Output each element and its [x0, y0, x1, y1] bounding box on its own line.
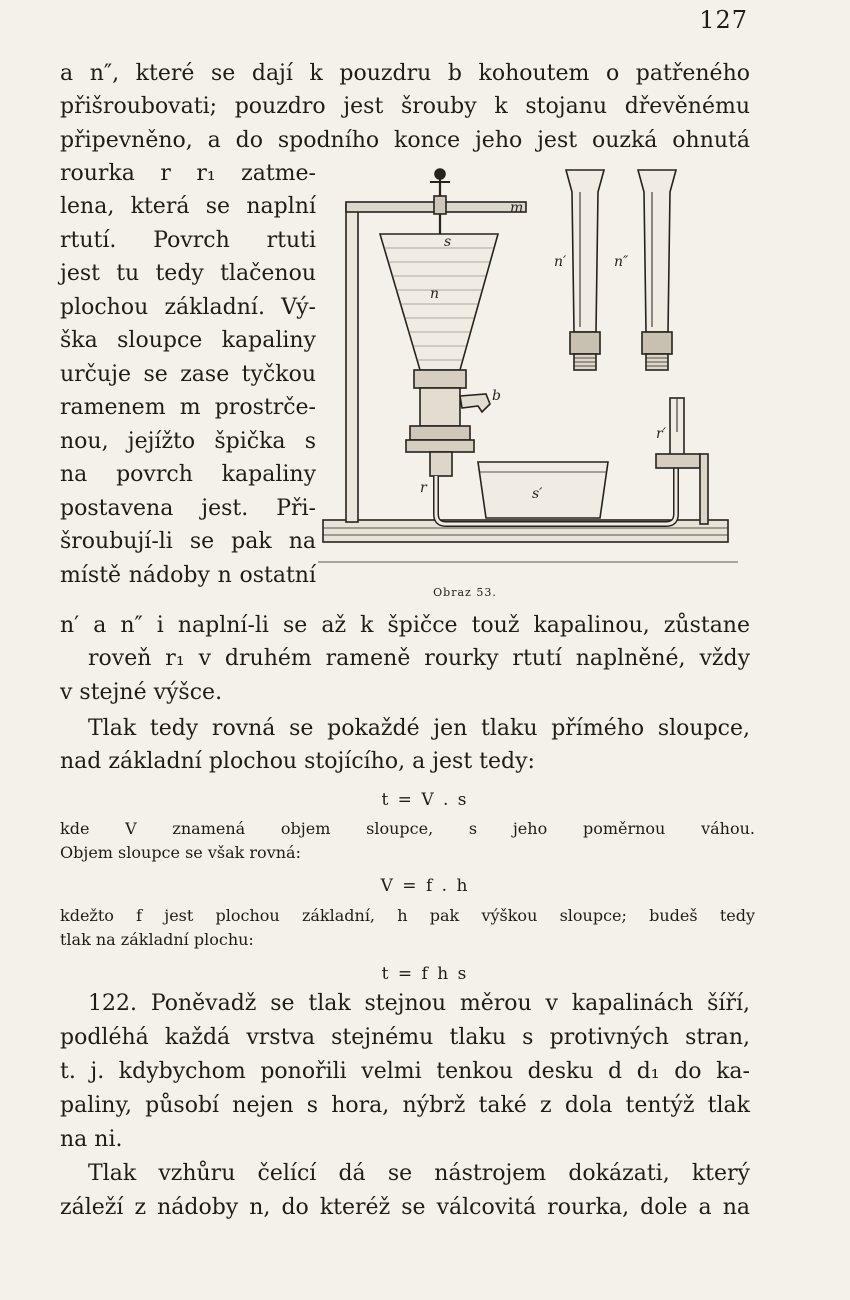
figure-label-b: b	[492, 388, 501, 404]
basin	[478, 462, 608, 518]
socket-collar	[414, 370, 466, 388]
figure-label-n-double-prime: n″	[614, 254, 629, 270]
formula-pressure: t = f h s	[381, 964, 469, 984]
text-line: přišroubovati; pouzdro jest šrouby k stojanu dřevěnému	[60, 94, 750, 119]
formula-volume: V = f . h	[380, 876, 470, 896]
text-line: postavena jest. Při-	[60, 496, 316, 521]
vessel-n1	[566, 170, 604, 370]
text-line: místě nádoby n ostatní	[60, 563, 316, 588]
text-line: n′ a n″ i naplní-li se až k špičce touž kapalinou, zůstane	[60, 613, 750, 638]
figure-caption: Obraz 53.	[433, 586, 497, 599]
text-line: ramenem m prostrče-	[60, 395, 316, 420]
text-line: podléhá každá vrstva stejnému tlaku s protivných stran,	[60, 1025, 750, 1050]
text-line: t. j. kdybychom ponořili velmi tenkou desku d d₁ do ka-	[60, 1059, 750, 1084]
text-line-small: tlak na základní plochu:	[60, 930, 254, 949]
text-line-small: kdežto f jest plochou základní, h pak výškou sloupce; budeš tedy	[60, 906, 755, 925]
text-line: určuje se zase tyčkou	[60, 362, 316, 387]
text-line: a n″, které se dají k pouzdru b kohoutem o patřeného	[60, 61, 750, 86]
text-line: ška sloupce kapaliny	[60, 328, 316, 353]
text-line: nad základní plochou stojícího, a jest tedy:	[60, 749, 535, 774]
apparatus-figure	[318, 162, 748, 582]
text-line-small: Objem sloupce se však rovná:	[60, 843, 301, 862]
text-line: lena, která se naplní	[60, 194, 316, 219]
tap-b	[460, 394, 490, 412]
figure-label-n: n	[430, 286, 440, 302]
text-line: v stejné výšce.	[60, 680, 223, 705]
text-line: paliny, působí nejen s hora, nýbrž také z dola tentýž tlak	[60, 1093, 750, 1118]
text-line: na povrch kapaliny	[60, 462, 316, 487]
text-line: nou, jejížto špička s	[60, 429, 316, 454]
vessel-n2	[638, 170, 676, 370]
figure-label-m: m	[510, 200, 524, 216]
figure-label-n-prime: n′	[554, 254, 567, 270]
text-line: rourka r r₁ zatme-	[60, 161, 316, 186]
text-line: na ni.	[60, 1127, 123, 1152]
stand-upright	[346, 204, 358, 522]
text-line: připevněno, a do spodního konce jeho jest ouzká ohnutá	[60, 128, 750, 153]
text-line: plochou základní. Vý-	[60, 295, 316, 320]
text-line: šroubují-li se pak na	[60, 529, 316, 554]
text-line: Tlak tedy rovná se pokaždé jen tlaku přímého sloupce,	[88, 716, 750, 741]
figure-label-s-prime: s′	[532, 486, 543, 502]
text-line: roveň r₁ v druhém rameně rourky rtutí naplněné, vždy	[88, 646, 750, 671]
text-line: jest tu tedy tlačenou	[60, 261, 316, 286]
formula-pressure-volume: t = V . s	[381, 790, 469, 810]
figure-label-s: s	[444, 234, 452, 250]
funnel-vessel	[380, 234, 498, 370]
text-line: rtutí. Povrch rtuti	[60, 228, 316, 253]
text-line: Tlak vzhůru čelící dá se nástrojem dokázati, který	[88, 1161, 750, 1186]
text-line: 122. Poněvadž se tlak stejnou měrou v kapalinách šíří,	[88, 991, 750, 1016]
text-line: záleží z nádoby n, do kteréž se válcovitá rourka, dole a na	[60, 1195, 750, 1220]
text-line-small: kde V znamená objem sloupce, s jeho poměrnou váhou.	[60, 819, 755, 838]
page-number: 127	[699, 6, 748, 34]
figure-label-r-prime: r′	[656, 426, 666, 442]
figure-label-r: r	[420, 480, 427, 496]
